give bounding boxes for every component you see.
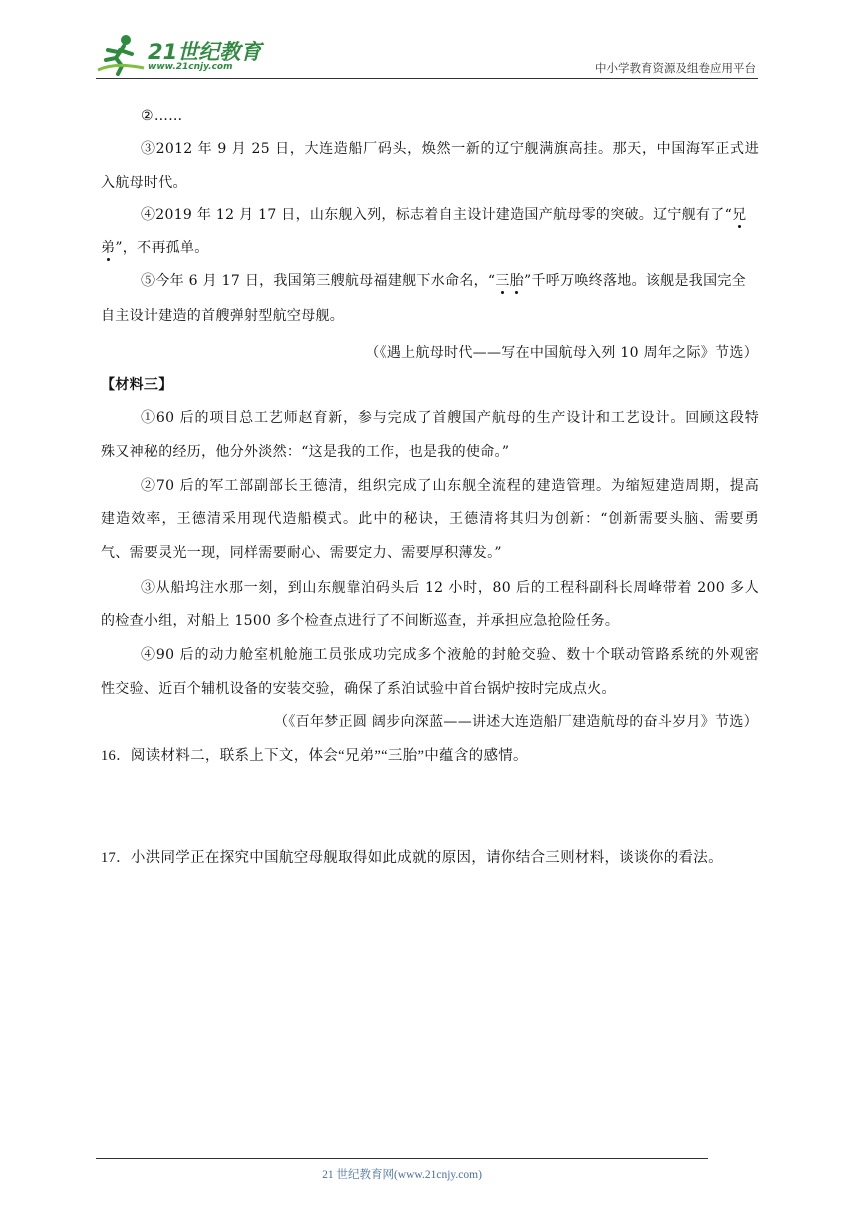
material2-item5-line2: 自主设计建造的首艘弹射型航空母舰。	[101, 308, 345, 324]
question-17: 17．小洪同学正在探究中国航空母舰取得如此成就的原因，请你结合三则材料，谈谈你的看法。	[101, 850, 723, 866]
material2-item3-line1: ③2012 年 9 月 25 日，大连造船厂码头，焕然一新的辽宁舰满旗高挂。那天，中国海军正式进	[141, 141, 759, 157]
material3-heading: 【材料三】	[101, 377, 173, 393]
emphasis-char: 弟	[101, 240, 115, 256]
material2-item4-line2	[101, 238, 759, 258]
material3-item4-line1: ④90 后的动力舱室机舱施工员张成功完成多个液舱的封舱交验、数十个联动管路系统的外观密	[141, 647, 759, 663]
material2-item4-text: ④2019 年 12 月 17 日，山东舰入列，标志着自主设计建造国产航母零的突破。辽宁舰有了“	[141, 207, 733, 223]
material2-source: （《遇上航母时代——写在中国航母入列 10 周年之际》节选）	[365, 345, 758, 361]
material3-item2-line2: 建造效率，王德清采用现代造船模式。此中的秘诀，王德清将其归为创新：“创新需要头脑、需要勇	[101, 511, 759, 527]
material2-item5-line1	[141, 271, 759, 291]
material3-item1-line1: ①60 后的项目总工艺师赵育新，参与完成了首艘国产航母的生产设计和工艺设计。回顾这段特	[141, 410, 759, 426]
header-platform-name: 中小学教育资源及组卷应用平台	[595, 61, 756, 75]
material3-source: （《百年梦正圆 阔步向深蓝——讲述大连造船厂建造航母的奋斗岁月》节选）	[274, 714, 758, 730]
material2-item4-line1	[141, 205, 759, 225]
material2-item4-rest: ”，不再孤单。	[115, 240, 209, 256]
material2-item5-text-a: ⑤今年 6 月 17 日，我国第三艘航母福建舰下水命名，“	[141, 273, 496, 289]
material3-item2-line3: 气、需要灵光一现，同样需要耐心、需要定力、需要厚积薄发。”	[101, 545, 502, 561]
running-figure-icon	[96, 32, 148, 76]
material2-item2: ②……	[141, 108, 183, 124]
footer-link[interactable]: 21 世纪教育网(www.21cnjy.com)	[322, 1169, 482, 1181]
material2-item5-text-b: ”千呼万唤终落地。该舰是我国完全	[524, 273, 746, 289]
material3-item3-line1: ③从船坞注水那一刻，到山东舰靠泊码头后 12 小时，80 后的工程科副科长周峰带着 200 多人	[141, 580, 759, 596]
material3-item3-line2: 的检查小组，对船上 1500 多个检查点进行了不间断巡查，并承担应急抢险任务。	[101, 613, 620, 629]
material3-item4-line2: 性交验、近百个辅机设备的安装交验，确保了系泊试验中首台锅炉按时完成点火。	[101, 681, 616, 697]
footer-divider	[96, 1158, 708, 1159]
site-logo[interactable]	[96, 32, 266, 76]
emphasis-char: 胎	[510, 273, 524, 289]
material2-item3-line2: 入航母时代。	[101, 175, 187, 191]
material3-item2-line1: ②70 后的军工部副部长王德清，组织完成了山东舰全流程的建造管理。为缩短建造周期，提高	[141, 478, 759, 494]
question-16: 16．阅读材料二，联系上下文，体会“兄弟”“三胎”中蕴含的感情。	[101, 748, 528, 764]
logo-url: www.21cnjy.com	[148, 62, 233, 72]
emphasis-char: 三	[495, 273, 509, 289]
page-header	[96, 32, 758, 79]
material3-item1-line2: 殊又神秘的经历，他分外淡然：“这是我的工作，也是我的使命。”	[101, 444, 510, 460]
logo-text: 21世纪教育	[148, 40, 262, 64]
emphasis-char: 兄	[732, 207, 746, 223]
